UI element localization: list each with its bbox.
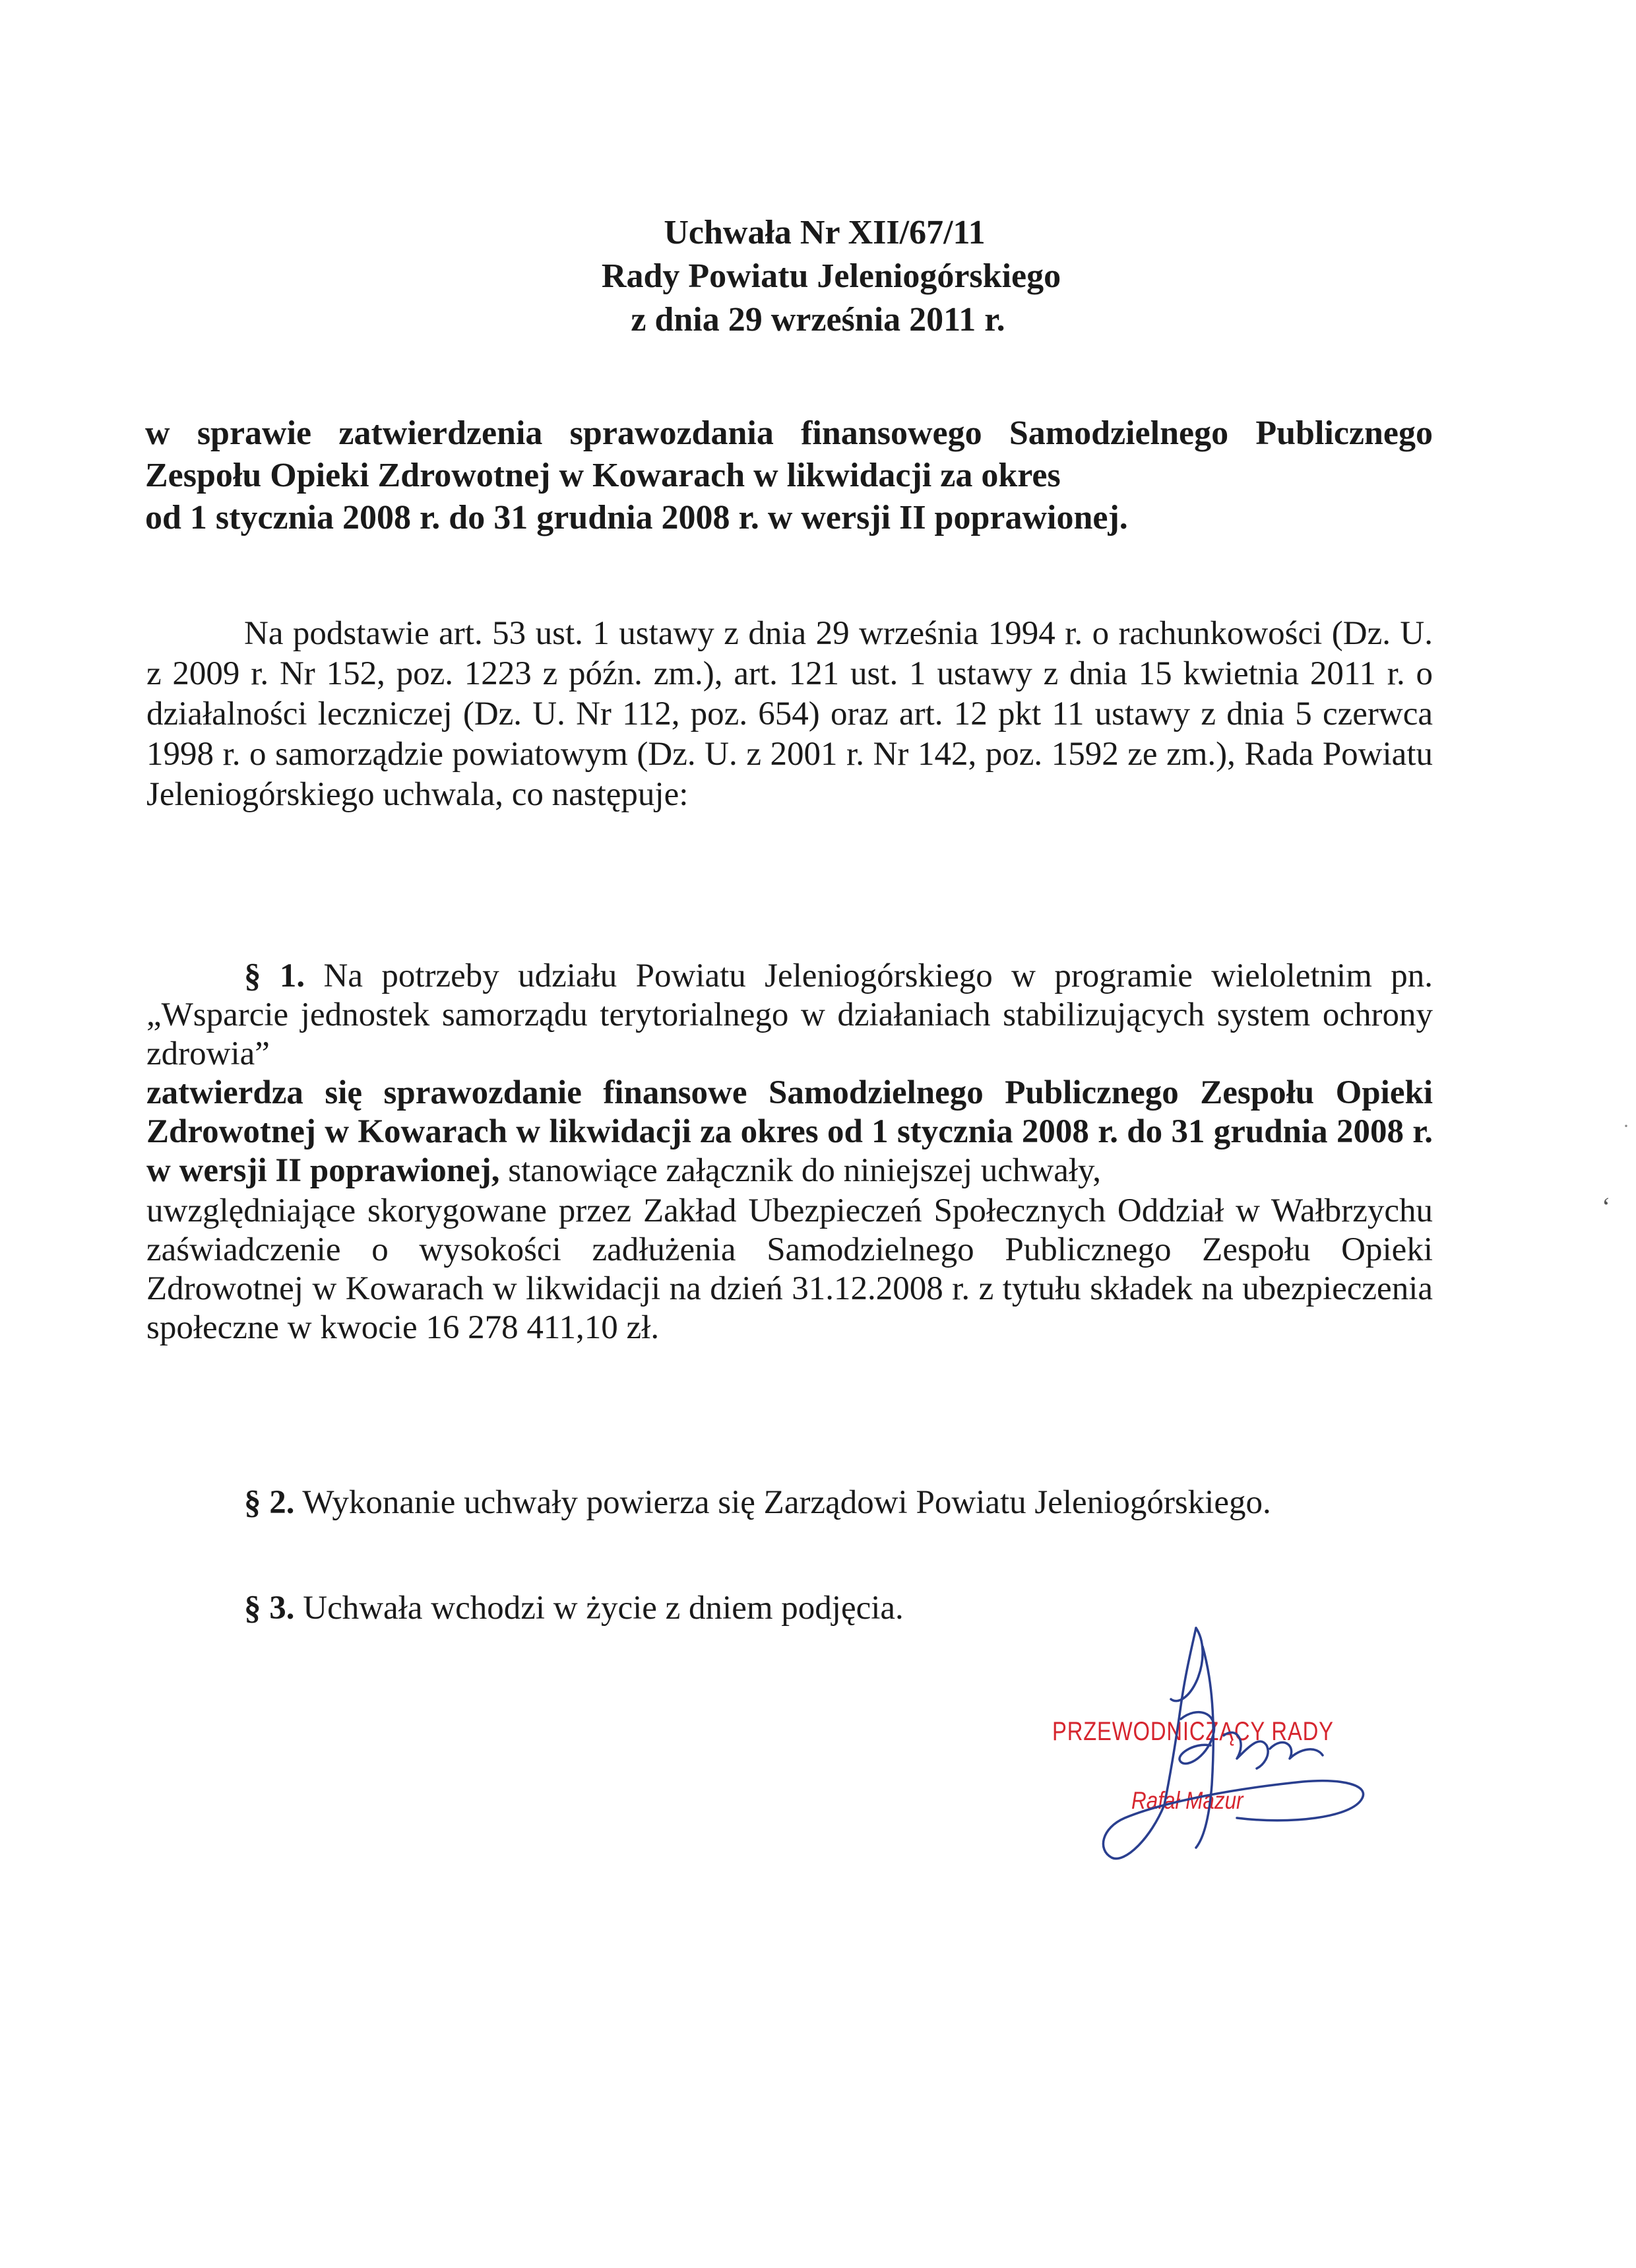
- approval-bold-text: zatwierdza się sprawozdanie finansowe Samodzielnego Publicznego Zespołu Opieki Zdrowotnej w Kowarach w likwidacji za okres od 1 stycznia 2008 r. do 31 grudnia 2008 r. w wersji II poprawionej,: [146, 1074, 1433, 1189]
- paragraph-1-intro-text: Na potrzeby udziału Powiatu Jeleniogórskiego w programie wieloletnim pn. „Wsparcie jednostek samorządu terytorialnego w działaniach stabilizujących system ochrony zdrowia”: [146, 957, 1433, 1072]
- paragraph-2: [244, 1483, 1271, 1522]
- handwritten-signature: [1039, 1620, 1382, 1884]
- stamp-name: Rafał Mazur: [1131, 1787, 1243, 1814]
- scan-artifact: ·: [1623, 1115, 1629, 1137]
- resolution-date: z dnia 29 września 2011 r.: [631, 301, 1005, 339]
- resolution-header: [0, 211, 1636, 342]
- legal-basis-paragraph: Na podstawie art. 53 ust. 1 ustawy z dnia 29 września 1994 r. o rachunkowości (Dz. U. z 2009 r. Nr 152, poz. 1223 z późn. zm.), art. 121 ust. 1 ustawy z dnia 15 kwietnia 2011 r. o działalności leczniczej (Dz. U. Nr 112, poz. 654) oraz art. 12 pkt 11 ustawy z dnia 5 czerwca 1998 r. o samorządzie powiatowym (Dz. U. z 2001 r. Nr 142, poz. 1592 ze zm.), Rada Powiatu Jeleniogórskiego uchwala, co następuje:: [146, 615, 1433, 813]
- scan-artifact: ʻ: [1602, 1192, 1611, 1221]
- paragraph-3: [244, 1588, 904, 1628]
- paragraph-2-sign: § 2.: [244, 1484, 295, 1521]
- resolution-number: Uchwała Nr XII/67/11: [664, 214, 986, 251]
- approval-rest-text: stanowiące załącznik do niniejszej uchwały,: [499, 1152, 1101, 1189]
- paragraph-1: [146, 957, 1433, 1347]
- council-name: Rady Powiatu Jeleniogórskiego: [601, 257, 1061, 295]
- resolution-subject: [145, 412, 1433, 539]
- stamp-title: PRZEWODNICZĄCY RADY: [1052, 1717, 1334, 1746]
- paragraph-3-text: Uchwała wchodzi w życie z dniem podjęcia.: [294, 1590, 904, 1627]
- subject-text-last-line: od 1 stycznia 2008 r. do 31 grudnia 2008 r. w wersji II poprawionej.: [145, 499, 1128, 536]
- subject-text: w sprawie zatwierdzenia sprawozdania finansowego Samodzielnego Publicznego Zespołu Opieki Zdrowotnej w Kowarach w likwidacji za okres: [145, 414, 1433, 494]
- paragraph-1-approval: [146, 1074, 1433, 1190]
- paragraph-3-sign: § 3.: [244, 1590, 295, 1627]
- paragraph-1-intro: [146, 957, 1433, 1074]
- paragraph-1-consideration: uwzględniające skorygowane przez Zakład Ubezpieczeń Społecznych Oddział w Wałbrzychu zaświadczenie o wysokości zadłużenia Samodzielnego Publicznego Zespołu Opieki Zdrowotnej w Kowarach w likwidacji na dzień 31.12.2008 r. z tytułu składek na ubezpieczenia społeczne w kwocie 16 278 411,10 zł.: [146, 1192, 1433, 1346]
- paragraph-2-text: Wykonanie uchwały powierza się Zarządowi Powiatu Jeleniogórskiego.: [294, 1484, 1271, 1521]
- paragraph-1-sign: § 1.: [244, 957, 305, 994]
